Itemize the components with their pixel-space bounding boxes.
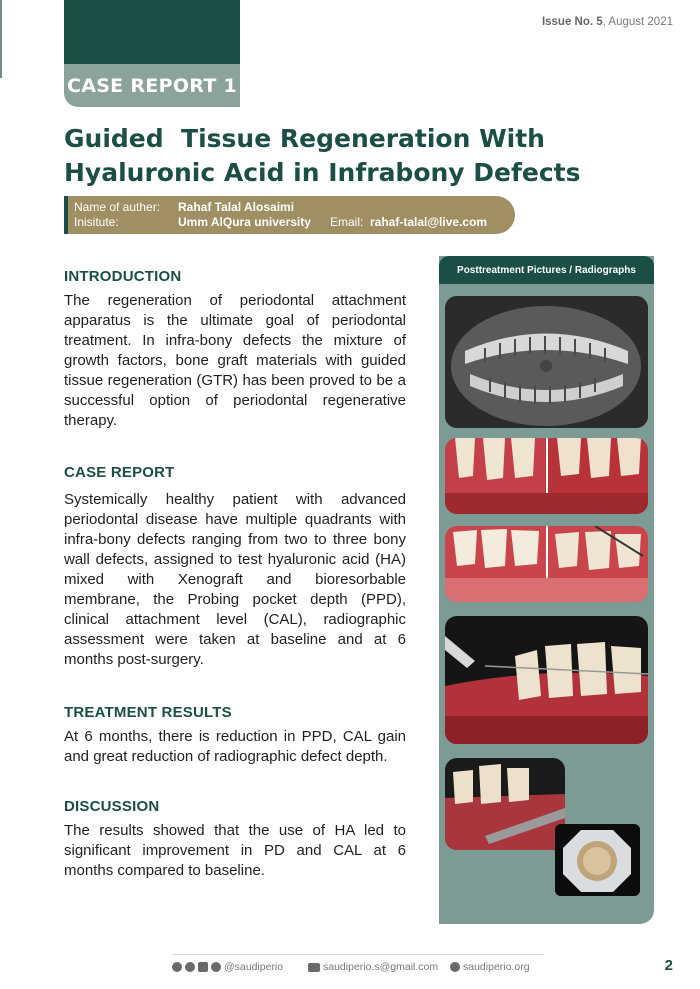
institute-name: Umm AlQura university	[178, 215, 311, 229]
panel-title: Posttreatment Pictures / Radiographs	[457, 264, 636, 276]
author-name: Rahaf Talal Alosaimi	[178, 200, 295, 214]
header-tab-block	[64, 0, 240, 64]
panel-header	[439, 256, 654, 284]
treatment-results-text: At 6 months, there is reduction in PPD, CAL gain and great reduction of radiographic defect depth.	[64, 728, 406, 765]
case-report-heading: CASE REPORT	[64, 464, 175, 481]
issue-date: , August 2021	[602, 16, 673, 28]
email-address[interactable]: rahaf-talal@live.com	[370, 215, 488, 229]
snapchat-icon	[211, 962, 221, 972]
surgical-photo-pair-1	[445, 438, 648, 514]
title-line-2: Hyaluronic Acid in Infrabony Defects	[64, 158, 581, 187]
footer-email-text: saudiperio.s@gmail.com	[323, 961, 439, 973]
hyaluronic-acid-container-photo	[555, 824, 640, 896]
introduction-text: The regeneration of periodontal attachment apparatus is the ultimate goal of periodontal treatment. In infra-bony defects the mixture of growth factors, bone graft materials with guided tissue regeneration (GTR) has been proved to be a successful option of periodontal regenerative therapy.	[64, 292, 406, 429]
left-edge-rule	[0, 0, 2, 78]
globe-icon	[450, 962, 460, 972]
author-info-bar	[64, 196, 515, 234]
title-line-1: Guided Tissue Regeneration With	[64, 124, 545, 153]
case-report-tab	[64, 64, 240, 107]
twitter-icon	[172, 962, 182, 972]
surgical-photo-small	[445, 758, 565, 850]
envelope-icon	[308, 963, 320, 972]
email-label: Email:	[330, 215, 364, 229]
issue-info	[542, 16, 673, 28]
surgical-photo-large	[445, 616, 648, 744]
footer-website[interactable]	[450, 961, 530, 973]
case-report-text: Systemically healthy patient with advanced periodontal disease have multiple quadrants with infra-bony defects ranging from two to three bony wall defects, assigned to test hyaluronic acid (HA) mixed with Xenograft and bioresorbable membrane, the Probing pocket depth (PPD), clinical attachment level (CAL), radiographic assessment were taken at baseline and at 6 months post-surgery.	[64, 491, 406, 668]
panoramic-radiograph	[445, 296, 648, 428]
facebook-icon	[185, 962, 195, 972]
instagram-icon	[198, 962, 208, 972]
footer-website-text: saudiperio.org	[463, 961, 530, 973]
treatment-results-heading: TREATMENT RESULTS	[64, 704, 232, 721]
introduction-heading: INTRODUCTION	[64, 268, 182, 285]
author-label: Name of auther:	[74, 200, 161, 214]
social-handle: @saudiperio	[224, 961, 284, 973]
posttreatment-panel	[439, 256, 654, 924]
article-title	[64, 122, 584, 190]
institute-label: Inisitute:	[74, 215, 119, 229]
case-report-label: CASE REPORT 1	[66, 74, 238, 97]
issue-number: Issue No. 5	[541, 16, 603, 28]
footer-email[interactable]	[308, 961, 438, 973]
surgical-photo-pair-2	[445, 526, 648, 602]
discussion-text: The results showed that the use of HA led to significant improvement in PD and CAL at 6 months compared to baseline.	[64, 822, 406, 879]
discussion-heading: DISCUSSION	[64, 798, 160, 815]
footer	[172, 954, 544, 978]
page-number: 2	[664, 957, 673, 974]
footer-social[interactable]	[172, 961, 283, 973]
